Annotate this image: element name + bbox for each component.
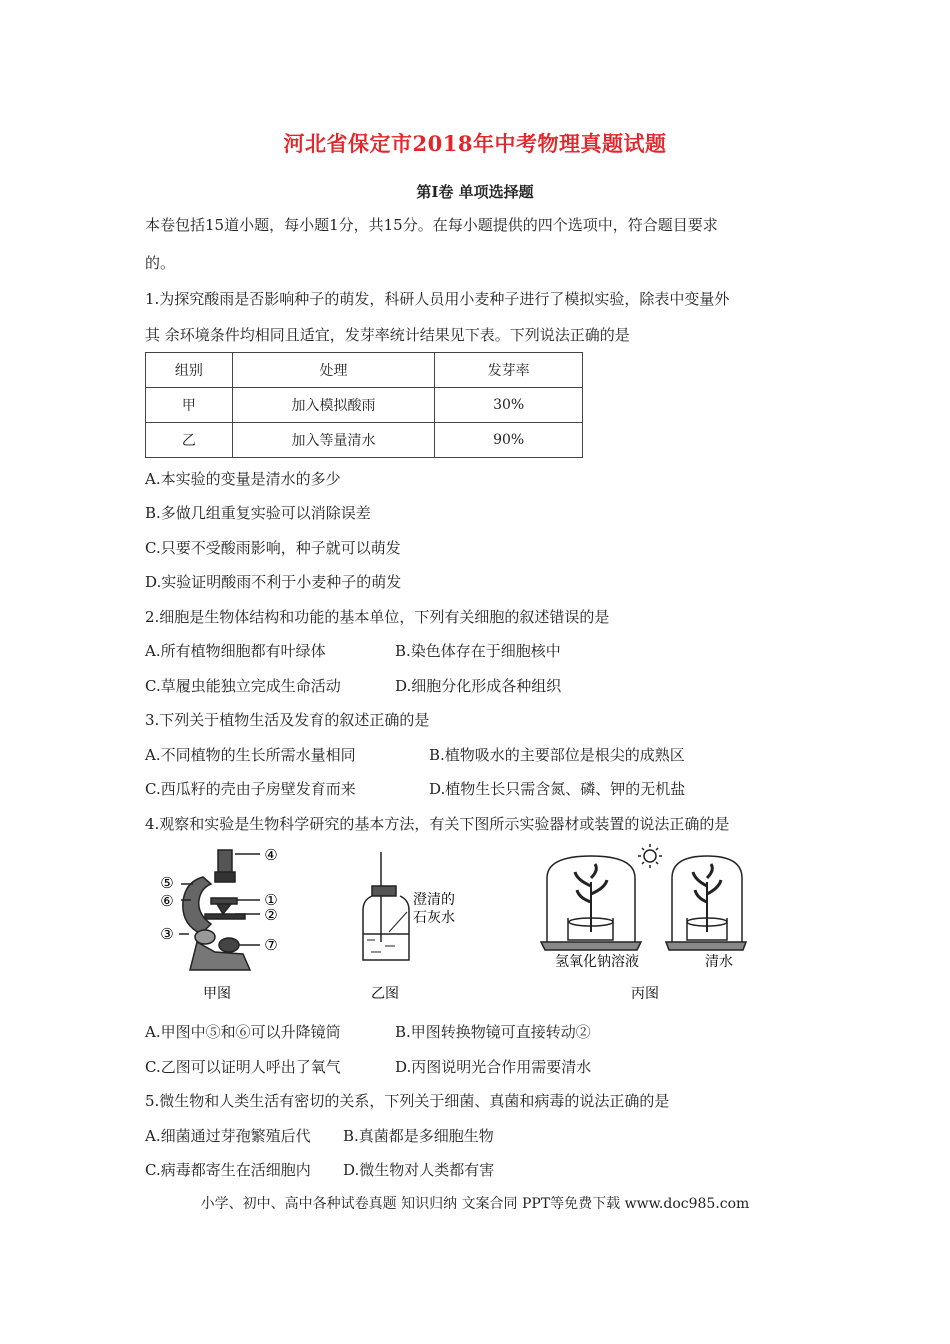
q1-stem-line-1: 1.为探究酸雨是否影响种子的萌发，科研人员用小麦种子进行了模拟实验，除表中变量外 — [145, 290, 730, 308]
marker-4: ④ — [264, 846, 278, 864]
table-header-row — [146, 353, 583, 388]
q2-option-b: B.染色体存在于细胞核中 — [395, 642, 561, 660]
q4-option-b: B.甲图转换物镜可直接转动② — [395, 1023, 591, 1041]
table-header-cell: 发芽率 — [435, 353, 583, 388]
q2-option-a: A.所有植物细胞都有叶绿体 — [145, 642, 326, 660]
table-cell: 加入模拟酸雨 — [232, 388, 434, 423]
caption-yi: 乙图 — [371, 986, 399, 1002]
caption-jia: 甲图 — [203, 986, 231, 1002]
table-cell: 乙 — [146, 423, 233, 458]
q2-option-d: D.细胞分化形成各种组织 — [395, 677, 562, 695]
q5-option-c: C.病毒都寄生在活细胞内 — [145, 1161, 311, 1179]
bottle-label-line-2: 石灰水 — [413, 910, 455, 926]
marker-6: ⑥ — [160, 892, 174, 910]
q3-option-d: D.植物生长只需含氮、磷、钾的无机盐 — [429, 780, 686, 798]
q1-option-d: D.实验证明酸雨不利于小麦种子的萌发 — [145, 573, 402, 591]
q1-option-a: A.本实验的变量是清水的多少 — [145, 470, 341, 488]
table-cell: 90% — [435, 423, 583, 458]
table-header-cell: 处理 — [232, 353, 434, 388]
naoh-label: 氢氧化钠溶液 — [555, 954, 639, 970]
q5-option-d: D.微生物对人类都有害 — [343, 1161, 495, 1179]
lime-water-bottle — [363, 852, 409, 960]
footer-text: 小学、初中、高中各种试卷真题 知识归纳 文案合同 PPT等免费下载 www.doc985.com — [200, 1196, 750, 1212]
q4-option-a: A.甲图中⑤和⑥可以升降镜筒 — [145, 1023, 341, 1041]
q5-option-a: A.细菌通过芽孢繁殖后代 — [145, 1127, 311, 1145]
q1-option-b: B.多做几组重复实验可以消除误差 — [145, 504, 371, 522]
q3-option-c: C.西瓜籽的壳由子房壁发育而来 — [145, 780, 356, 798]
q1-stem-line-2: 其 余环境条件均相同且适宜，发芽率统计结果见下表。下列说法正确的是 — [145, 326, 630, 344]
sun-icon — [638, 844, 662, 868]
bottle-label-line-1: 澄清的 — [413, 892, 455, 908]
q3-option-b: B.植物吸水的主要部位是根尖的成熟区 — [429, 746, 685, 764]
q1-option-c: C.只要不受酸雨影响，种子就可以萌发 — [145, 539, 401, 557]
section-heading: 第Ⅰ卷 单项选择题 — [416, 183, 534, 201]
bell-jar-right — [666, 856, 746, 950]
water-label: 清水 — [705, 954, 733, 970]
q4-stem: 4.观察和实验是生物科学研究的基本方法，有关下图所示实验器材或装置的说法正确的是 — [145, 815, 730, 833]
q2-stem: 2.细胞是生物体结构和功能的基本单位，下列有关细胞的叙述错误的是 — [145, 608, 610, 626]
microscope-illustration — [179, 850, 260, 970]
table-row — [146, 388, 583, 423]
instructions-line-2: 的。 — [145, 254, 176, 272]
page-title: 河北省保定市2018年中考物理真题试题 — [283, 131, 667, 156]
marker-7: ⑦ — [264, 936, 278, 954]
marker-3: ③ — [160, 925, 174, 943]
bell-jar-left — [541, 856, 641, 950]
table-cell: 加入等量清水 — [232, 423, 434, 458]
q5-option-b: B.真菌都是多细胞生物 — [343, 1127, 494, 1145]
marker-5: ⑤ — [160, 874, 174, 892]
q2-option-c: C.草履虫能独立完成生命活动 — [145, 677, 341, 695]
table-cell: 甲 — [146, 388, 233, 423]
caption-bing: 丙图 — [631, 986, 659, 1002]
q4-option-d: D.丙图说明光合作用需要清水 — [395, 1058, 592, 1076]
q3-stem: 3.下列关于植物生活及发育的叙述正确的是 — [145, 711, 430, 729]
table-header-cell: 组别 — [146, 353, 233, 388]
table-cell: 30% — [435, 388, 583, 423]
experiment-figure — [145, 842, 747, 1002]
q3-option-a: A.不同植物的生长所需水量相同 — [145, 746, 356, 764]
instructions-line-1: 本卷包括15道小题，每小题1分，共15分。在每小题提供的四个选项中，符合题目要求 — [145, 216, 718, 234]
q4-option-c: C.乙图可以证明人呼出了氧气 — [145, 1058, 341, 1076]
germination-table — [145, 352, 583, 458]
table-row — [146, 423, 583, 458]
q5-stem: 5.微生物和人类生活有密切的关系，下列关于细菌、真菌和病毒的说法正确的是 — [145, 1092, 670, 1110]
marker-2: ② — [264, 906, 278, 924]
marker-1: ① — [264, 891, 278, 909]
